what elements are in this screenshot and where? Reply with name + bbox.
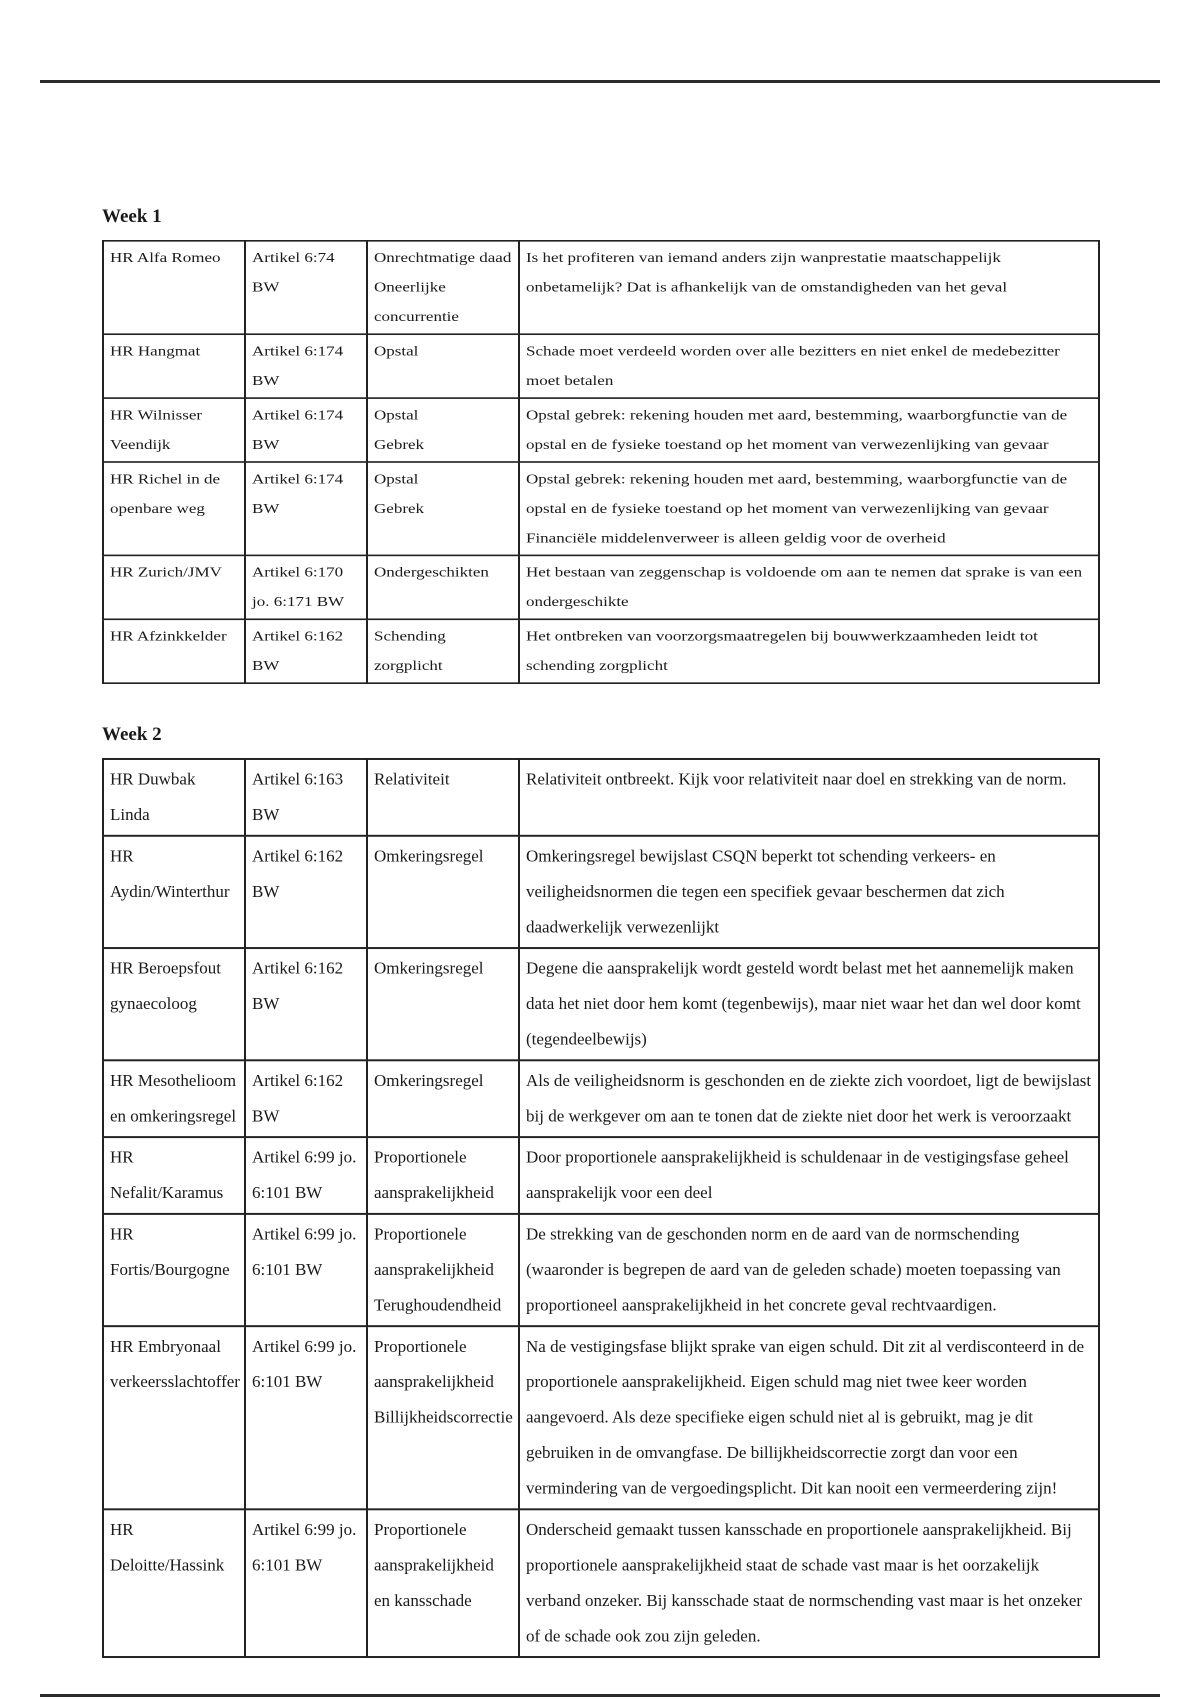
topic: Proportionele aansprakelijkheid Terughoudendheid <box>367 1214 519 1326</box>
table-row <box>103 1509 1099 1657</box>
table-row <box>103 1214 1099 1326</box>
table-row <box>103 334 1099 398</box>
case-name: HR Fortis/Bourgogne <box>103 1214 245 1326</box>
article-ref: Artikel 6:99 jo. 6:101 BW <box>245 1137 367 1214</box>
topic: Omkeringsregel <box>367 1060 519 1137</box>
table-row <box>103 759 1099 836</box>
topic: Proportionele aansprakelijkheid Billijkheidscorrectie <box>367 1326 519 1509</box>
table-row <box>103 1060 1099 1137</box>
summary: Relativiteit ontbreekt. Kijk voor relativiteit naar doel en strekking van de norm. <box>519 759 1099 836</box>
case-name: HR Nefalit/Karamus <box>103 1137 245 1214</box>
table-row <box>103 555 1099 619</box>
summary: Opstal gebrek: rekening houden met aard, bestemming, waarborgfunctie van de opstal en de fysieke toestand op het moment van verwezenlijking van gevaar <box>519 398 1099 462</box>
article-ref: Artikel 6:174 BW <box>245 462 367 555</box>
table-row <box>103 619 1099 683</box>
article-ref: Artikel 6:99 jo. 6:101 BW <box>245 1326 367 1509</box>
case-name: HR Deloitte/Hassink <box>103 1509 245 1657</box>
table-row <box>103 241 1099 334</box>
case-name: HR Duwbak Linda <box>103 759 245 836</box>
topic: Schending zorgplicht <box>367 619 519 683</box>
case-name: HR Richel in de openbare weg <box>103 462 245 555</box>
week-1-heading: Week 1 <box>102 206 162 227</box>
week-1-table <box>102 240 1100 684</box>
case-name: HR Afzinkkelder <box>103 619 245 683</box>
summary: Het ontbreken van voorzorgsmaatregelen bij bouwwerkzaamheden leidt tot schending zorgplicht <box>519 619 1099 683</box>
topic: Relativiteit <box>367 759 519 836</box>
summary: Door proportionele aansprakelijkheid is schuldenaar in de vestigingsfase geheel aansprakelijk voor een deel <box>519 1137 1099 1214</box>
summary: Het bestaan van zeggenschap is voldoende om aan te nemen dat sprake is van een ondergeschikte <box>519 555 1099 619</box>
summary: Na de vestigingsfase blijkt sprake van eigen schuld. Dit zit al verdisconteerd in de proportionele aansprakelijkheid. Eigen schuld mag niet twee keer worden aangevoerd. Als deze specifieke eigen schuld niet al is gebruikt, mag je dit gebruiken in de omvangfase. De billijkheidscorrectie zorgt dan voor een vermindering van de vergoedingsplicht. Dit kan nooit een vermeerdering zijn! <box>519 1326 1099 1509</box>
table-row <box>103 1137 1099 1214</box>
article-ref: Artikel 6:170 jo. 6:171 BW <box>245 555 367 619</box>
table-row <box>103 462 1099 555</box>
topic: Opstal Gebrek <box>367 398 519 462</box>
footer-rule <box>40 1694 1160 1697</box>
case-name: HR Alfa Romeo <box>103 241 245 334</box>
summary: Is het profiteren van iemand anders zijn wanprestatie maatschappelijk onbetamelijk? Dat is afhankelijk van de omstandigheden van het geval <box>519 241 1099 334</box>
topic: Ondergeschikten <box>367 555 519 619</box>
article-ref: Artikel 6:163 BW <box>245 759 367 836</box>
case-name: HR Mesothelioom en omkeringsregel <box>103 1060 245 1137</box>
article-ref: Artikel 6:162 BW <box>245 948 367 1060</box>
topic: Onrechtmatige daad Oneerlijke concurrentie <box>367 241 519 334</box>
table-row <box>103 948 1099 1060</box>
header-rule <box>40 80 1160 83</box>
table-row <box>103 398 1099 462</box>
article-ref: Artikel 6:99 jo. 6:101 BW <box>245 1214 367 1326</box>
topic: Opstal Gebrek <box>367 462 519 555</box>
case-name: HR Hangmat <box>103 334 245 398</box>
topic: Omkeringsregel <box>367 836 519 948</box>
topic: Proportionele aansprakelijkheid en kansschade <box>367 1509 519 1657</box>
case-name: HR Embryonaal verkeersslachtoffer <box>103 1326 245 1509</box>
article-ref: Artikel 6:74 BW <box>245 241 367 334</box>
summary: Omkeringsregel bewijslast CSQN beperkt tot schending verkeers- en veiligheidsnormen die tegen een specifiek gevaar beschermen dat zich daadwerkelijk verwezenlijkt <box>519 836 1099 948</box>
article-ref: Artikel 6:99 jo. 6:101 BW <box>245 1509 367 1657</box>
case-name: HR Wilnisser Veendijk <box>103 398 245 462</box>
summary: Als de veiligheidsnorm is geschonden en de ziekte zich voordoet, ligt de bewijslast bij de werkgever om aan te tonen dat de ziekte niet door het werk is veroorzaakt <box>519 1060 1099 1137</box>
article-ref: Artikel 6:162 BW <box>245 1060 367 1137</box>
summary: Schade moet verdeeld worden over alle bezitters en niet enkel de medebezitter moet betalen <box>519 334 1099 398</box>
week-2-heading: Week 2 <box>102 724 162 745</box>
summary: Opstal gebrek: rekening houden met aard, bestemming, waarborgfunctie van de opstal en de fysieke toestand op het moment van verwezenlijking van gevaar Financiële middelenverweer is alleen geldig voor de overheid <box>519 462 1099 555</box>
summary: Degene die aansprakelijk wordt gesteld wordt belast met het aannemelijk maken data het niet door hem komt (tegenbewijs), maar niet waar het dan wel door komt (tegendeelbewijs) <box>519 948 1099 1060</box>
article-ref: Artikel 6:162 BW <box>245 836 367 948</box>
week-2-table <box>102 758 1100 1658</box>
case-name: HR Aydin/Winterthur <box>103 836 245 948</box>
table-row <box>103 836 1099 948</box>
topic: Omkeringsregel <box>367 948 519 1060</box>
table-row <box>103 1326 1099 1509</box>
summary: De strekking van de geschonden norm en de aard van de normschending (waaronder is begrepen de aard van de geleden schade) moeten toepassing van proportioneel aansprakelijkheid in het concrete geval rechtvaardigen. <box>519 1214 1099 1326</box>
article-ref: Artikel 6:174 BW <box>245 398 367 462</box>
case-name: HR Beroepsfout gynaecoloog <box>103 948 245 1060</box>
topic: Opstal <box>367 334 519 398</box>
summary: Onderscheid gemaakt tussen kansschade en proportionele aansprakelijkheid. Bij proportionele aansprakelijkheid staat de schade vast maar is het oorzakelijk verband onzeker. Bij kansschade staat de normschending vast maar is het onzeker of de schade ook zou zijn geleden. <box>519 1509 1099 1657</box>
article-ref: Artikel 6:162 BW <box>245 619 367 683</box>
case-name: HR Zurich/JMV <box>103 555 245 619</box>
topic: Proportionele aansprakelijkheid <box>367 1137 519 1214</box>
article-ref: Artikel 6:174 BW <box>245 334 367 398</box>
